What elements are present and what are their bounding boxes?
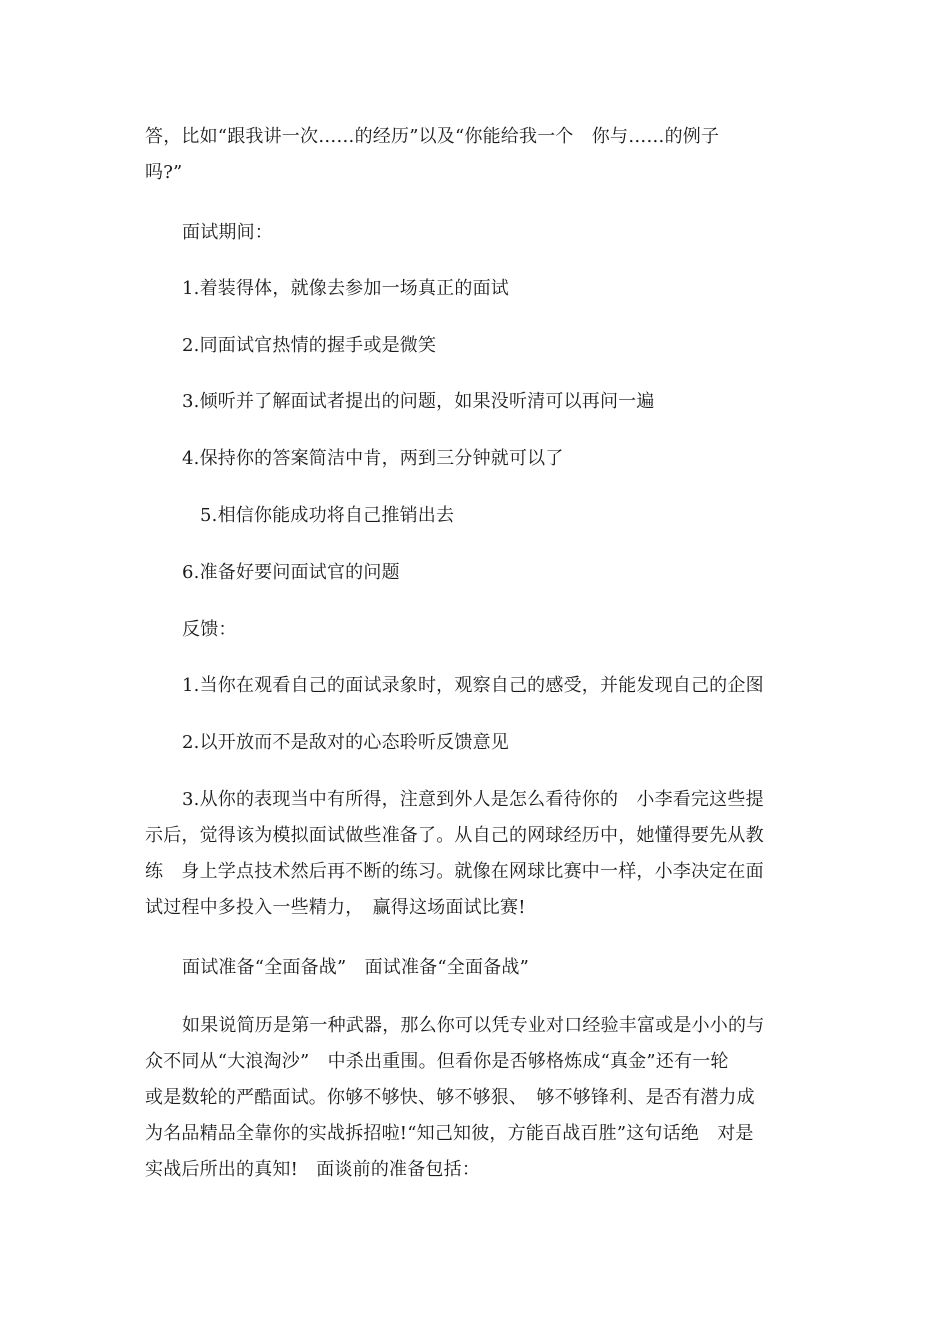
section-heading-feedback: 反馈： — [182, 619, 237, 640]
paragraph-line: 答，比如“跟我讲一次……的经历”以及“你能给我一个 你与……的例子 — [145, 126, 720, 147]
list-item: 3.倾听并了解面试者提出的问题，如果没听清可以再问一遍 — [182, 391, 655, 412]
paragraph-line: 吗?” — [145, 162, 183, 183]
list-item: 1.着装得体，就像去参加一场真正的面试 — [182, 278, 509, 299]
list-item: 2.以开放而不是敌对的心态聆听反馈意见 — [182, 732, 509, 753]
section-heading-during-interview: 面试期间： — [182, 222, 273, 243]
list-item: 5.相信你能成功将自己推销出去 — [200, 505, 455, 526]
paragraph-line: 示后，觉得该为模拟面试做些准备了。从自己的网球经历中，她懂得要先从教 — [145, 825, 764, 846]
paragraph-line: 试过程中多投入一些精力， 赢得这场面试比赛! — [145, 897, 526, 918]
list-item: 4.保持你的答案简洁中肯，两到三分钟就可以了 — [182, 448, 564, 469]
paragraph-line: 或是数轮的严酷面试。你够不够快、够不够狠、 够不够锋利、是否有潜力成 — [145, 1087, 755, 1108]
list-item: 1.当你在观看自己的面试录象时，观察自己的感受，并能发现自己的企图 — [182, 675, 764, 696]
section-heading-preparation: 面试准备“全面备战” 面试准备“全面备战” — [182, 957, 530, 978]
paragraph-line: 为名品精品全靠你的实战拆招啦!“知己知彼，方能百战百胜”这句话绝 对是 — [145, 1123, 754, 1144]
list-item: 2.同面试官热情的握手或是微笑 — [182, 335, 437, 356]
paragraph-line: 实战后所出的真知! 面谈前的准备包括： — [145, 1159, 481, 1180]
paragraph-line: 3.从你的表现当中有所得，注意到外人是怎么看待你的 小李看完这些提 — [182, 789, 764, 810]
list-item: 6.准备好要问面试官的问题 — [182, 562, 400, 583]
paragraph-line: 练 身上学点技术然后再不断的练习。就像在网球比赛中一样，小李决定在面 — [145, 861, 764, 882]
paragraph-line: 众不同从“大浪淘沙” 中杀出重围。但看你是否够格炼成“真金”还有一轮 — [145, 1051, 729, 1072]
paragraph-line: 如果说简历是第一种武器，那么你可以凭专业对口经验丰富或是小小的与 — [182, 1015, 765, 1036]
